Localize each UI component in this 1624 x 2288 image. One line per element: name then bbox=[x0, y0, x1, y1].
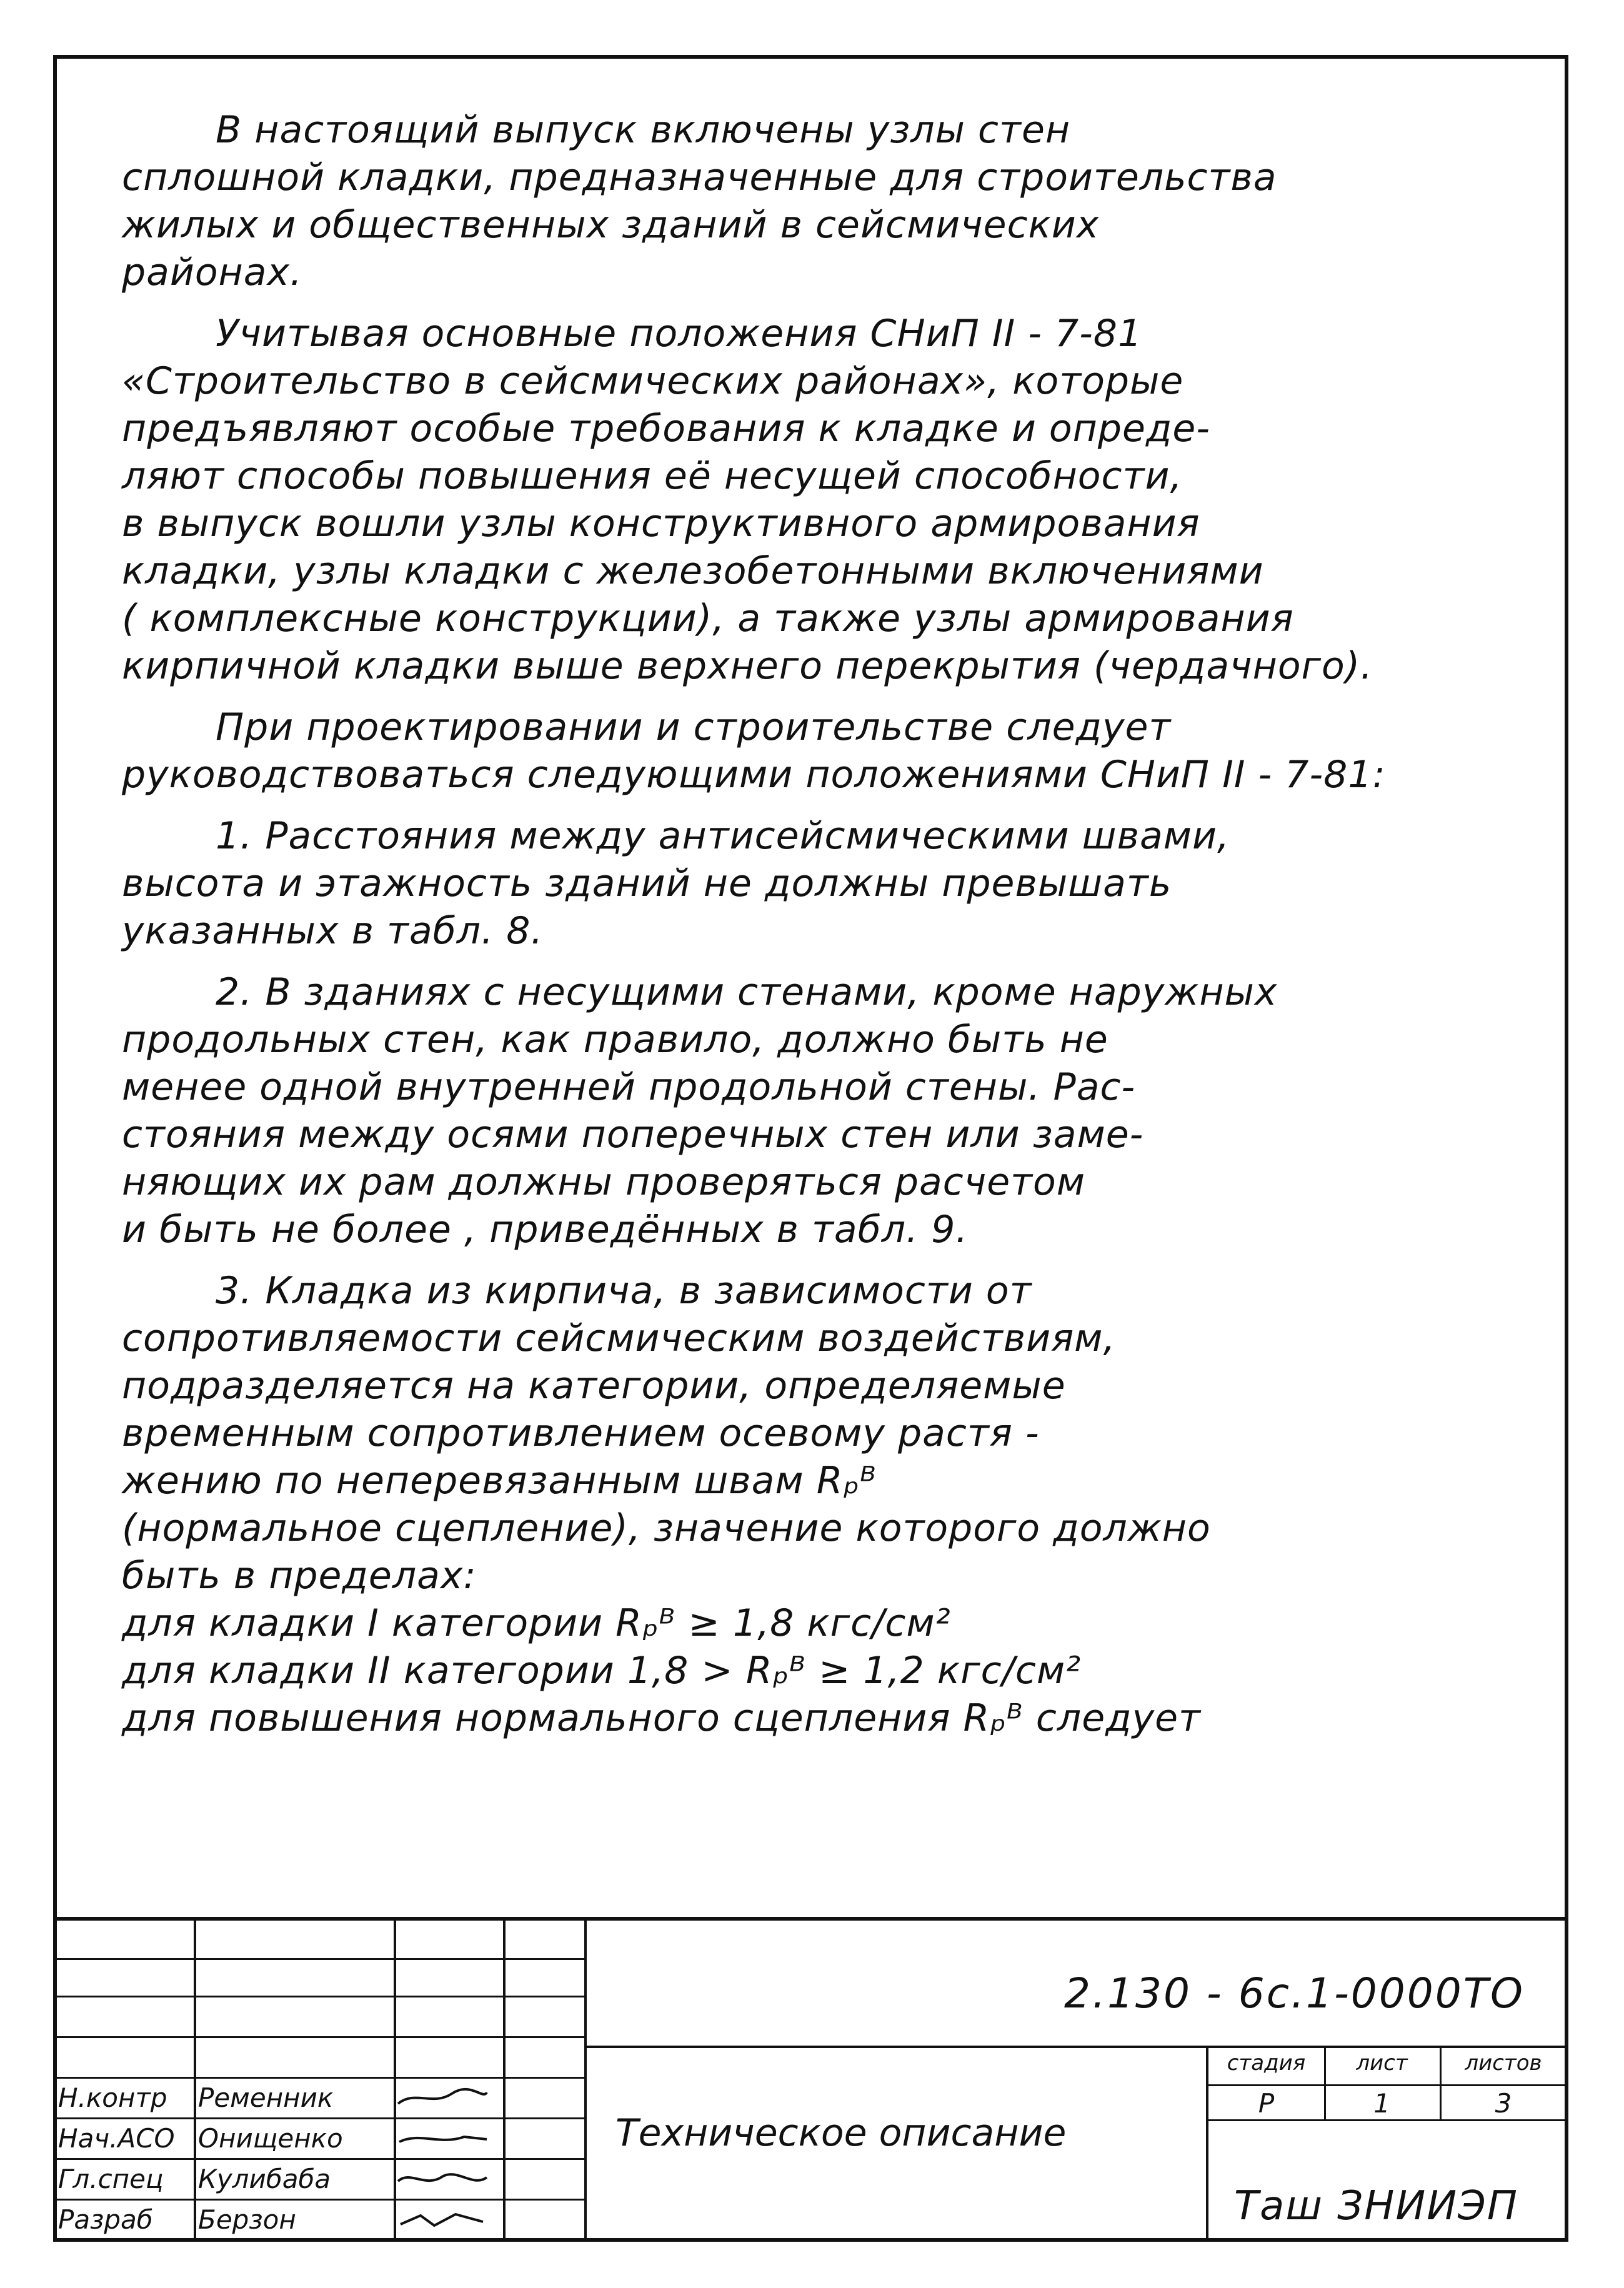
role-label: Разраб bbox=[58, 2204, 153, 2235]
signature-row bbox=[53, 2119, 584, 2157]
text-line: руководствоваться следующими положениями СНиП II - 7-81: bbox=[122, 753, 1386, 797]
signature-row bbox=[53, 2079, 584, 2116]
text-line: ( комплексные конструкции), а также узлы армирования bbox=[122, 597, 1294, 640]
text-line: сплошной кладки, предназначенные для строительства bbox=[122, 156, 1277, 199]
signer-name: Онищенко bbox=[198, 2123, 343, 2154]
sheets-header: листов bbox=[1465, 2051, 1542, 2076]
text-line: для кладки II категории 1,8 > Rₚᴮ ≥ 1,2 кгс/см² bbox=[122, 1649, 1082, 1693]
sheet-value: 1 bbox=[1373, 2088, 1390, 2119]
text-line: подразделяется на категории, определяемые bbox=[122, 1364, 1066, 1408]
text-line: 1. Расстояния между антисейсмическими швами, bbox=[216, 814, 1230, 858]
title-block bbox=[53, 1917, 1568, 2242]
stage-value: Р bbox=[1258, 2088, 1275, 2119]
text-line: высота и этажность зданий не должны превышать bbox=[122, 862, 1172, 905]
sheet-header: лист bbox=[1356, 2051, 1408, 2076]
text-line: кладки, узлы кладки с железобетонными включениями bbox=[122, 549, 1264, 593]
role-label: Гл.спец bbox=[58, 2164, 164, 2194]
text-line: 2. В зданиях с несущими стенами, кроме наружных bbox=[216, 970, 1278, 1014]
grid-line bbox=[584, 1921, 587, 2242]
text-line: ляют способы повышения её несущей способности, bbox=[122, 454, 1183, 498]
paragraph-design-rules bbox=[122, 704, 1478, 798]
text-line: в выпуск вошли узлы конструктивного армирования bbox=[122, 502, 1200, 545]
text-line: продольных стен, как правило, должно быть не bbox=[122, 1018, 1108, 1062]
signature-mark bbox=[396, 2128, 489, 2149]
text-line: предъявляют особые требования к кладке и опреде- bbox=[122, 407, 1210, 450]
role-label: Нач.АСО bbox=[58, 2123, 175, 2154]
text-line: сопротивляемости сейсмическим воздействиям, bbox=[122, 1316, 1116, 1360]
text-line: жилых и общественных зданий в сейсмических bbox=[122, 203, 1100, 247]
text-line: няющих их рам должны проверяться расчетом bbox=[122, 1160, 1086, 1204]
text-line: менее одной внутренней продольной стены. Рас- bbox=[122, 1065, 1136, 1109]
text-line: для повышения нормального сцепления Rₚᴮ следует bbox=[122, 1696, 1201, 1740]
text-line: для кладки I категории Rₚᴮ ≥ 1,8 кгс/см² bbox=[122, 1601, 951, 1645]
signature-mark bbox=[396, 2087, 489, 2109]
stage-header: стадия bbox=[1227, 2051, 1306, 2076]
organization-name: Таш ЗНИИЭП bbox=[1234, 2183, 1518, 2229]
text-line: указанных в табл. 8. bbox=[122, 909, 544, 953]
text-line: временным сопротивлением осевому растя - bbox=[122, 1411, 1040, 1455]
sheets-value: 3 bbox=[1495, 2088, 1512, 2119]
signature-row bbox=[53, 2201, 584, 2238]
grid-line bbox=[1208, 2084, 1567, 2086]
text-line: 3. Кладка из кирпича, в зависимости от bbox=[216, 1269, 1032, 1313]
signature-grid bbox=[53, 1921, 584, 2242]
paragraph-intro bbox=[122, 106, 1478, 296]
signer-name: Берзон bbox=[198, 2204, 296, 2235]
document-body bbox=[122, 106, 1478, 1756]
signer-name: Ременник bbox=[198, 2082, 334, 2113]
text-line: В настоящий выпуск включены узлы стен bbox=[216, 108, 1071, 152]
text-line: и быть не более , приведённых в табл. 9. bbox=[122, 1208, 969, 1251]
signature-mark bbox=[396, 2209, 489, 2231]
text-line: (нормальное сцепление), значение которого должно bbox=[122, 1506, 1211, 1550]
document-code: 2.130 - 6с.1-0000ТО bbox=[1064, 1969, 1525, 2017]
paragraph-item-2 bbox=[122, 968, 1478, 1253]
document-title: Техническое описание bbox=[615, 2111, 1067, 2155]
signature-mark bbox=[396, 2169, 489, 2190]
paragraph-snip-basis bbox=[122, 310, 1478, 690]
text-line: жению по неперевязанным швам Rₚᴮ bbox=[122, 1459, 877, 1503]
signer-name: Кулибаба bbox=[198, 2164, 331, 2194]
text-line: стояния между осями поперечных стен или заме- bbox=[122, 1113, 1144, 1156]
grid-line bbox=[1208, 2119, 1567, 2121]
text-line: Учитывая основные положения СНиП II - 7-81 bbox=[216, 312, 1143, 356]
text-line: При проектировании и строительстве следует bbox=[216, 705, 1172, 749]
text-line: «Строительство в сейсмических районах», которые bbox=[122, 359, 1184, 403]
text-line: кирпичной кладки выше верхнего перекрытия (чердачного). bbox=[122, 644, 1373, 688]
role-label: Н.контр bbox=[58, 2082, 167, 2113]
text-line: быть в пределах: bbox=[122, 1554, 477, 1598]
paragraph-item-1 bbox=[122, 812, 1478, 955]
paragraph-item-3 bbox=[122, 1267, 1478, 1742]
text-line: районах. bbox=[122, 251, 303, 294]
signature-row bbox=[53, 2160, 584, 2197]
